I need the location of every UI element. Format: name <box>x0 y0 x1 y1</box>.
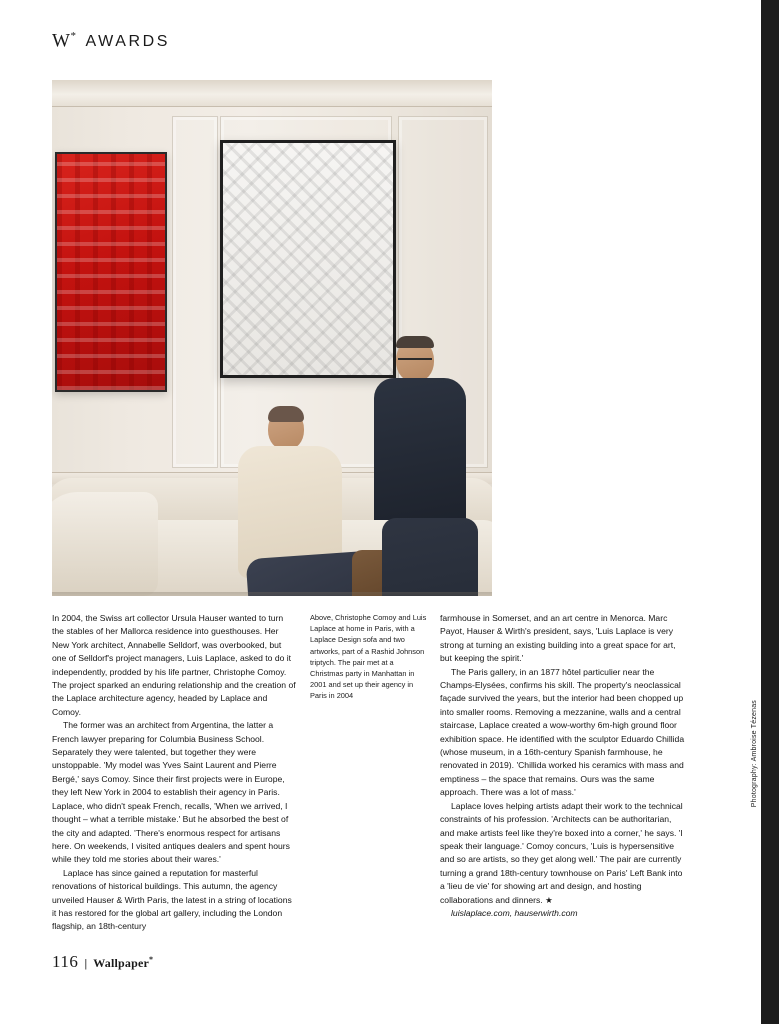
body-column-1 <box>52 612 296 934</box>
ceiling-cornice <box>52 80 492 107</box>
page-header <box>52 30 170 52</box>
feature-photograph <box>52 80 492 596</box>
person-right-hair <box>396 336 434 348</box>
caption-text: Above, Christophe Comoy and Luis Laplace at home in Paris, with a Laplace Design sofa and two artworks, part of a Rashid Johnson triptych. The pair met at a Christmas party in Manhattan in 2001 and set up their agency in Paris in 2004 <box>310 613 427 701</box>
website-links[interactable]: luislaplace.com, hauserwirth.com <box>451 907 578 918</box>
red-artwork <box>55 152 167 392</box>
photo-caption <box>310 612 428 702</box>
body-paragraph: The Paris gallery, in an 1877 hôtel particulier near the Champs-Elysées, confirms his skill. The property's neoclassical façade survived the years, but the interior had been chopped up into smaller rooms. Removing a mezzanine, walls and a central staircase, Laplace created a wow-worthy 6m-high ground floor exhibition space. He identified with the sculptor Eduardo Chillida (whose museum, in a 16th-century Spanish farmhouse, he renovated in 2019). 'Chillida worked his ceramics with mass and emptiness – the space that remains. Ours was the same approach. There was a lot of mass.' <box>440 666 685 798</box>
photo-scene <box>52 80 492 596</box>
article-body <box>52 612 688 942</box>
magazine-title: Wallpaper* <box>93 955 154 970</box>
wallpaper-logo-mark: W* <box>52 30 77 52</box>
person-right-torso <box>374 378 466 528</box>
page-number: 116 <box>52 952 79 971</box>
title-asterisk: * <box>149 955 154 964</box>
white-artwork <box>220 140 396 378</box>
body-column-2 <box>440 612 688 920</box>
glasses-icon <box>398 358 432 367</box>
logo-asterisk: * <box>70 30 77 42</box>
photography-credit: Photography: Ambroise Tézenas <box>751 700 758 808</box>
footer-separator: | <box>84 958 88 970</box>
wall-panel <box>172 116 218 468</box>
body-paragraph: farmhouse in Somerset, and an art centre in Menorca. Marc Payot, Hauser & Wirth's president, says, 'Luis Laplace is very strong at turning an existing building into a great space for art, but keeping the spirit.' <box>440 613 676 664</box>
page-gutter-strip <box>761 0 779 1024</box>
person-left-hair <box>268 406 304 422</box>
floor-shadow <box>52 592 492 596</box>
body-paragraph: Laplace loves helping artists adapt their work to the technical constraints of his profession. 'Architects can be authoritarian, and make artists feel like they're boxed into a corner,' he says. 'I speak their language.' Comoy concurs, 'Luis is hypersensitive and so are artists, so they get along well.' The pair are currently turning a grand 18th-century townhouse on Paris' Left Bank into a 'lieu de vie' for showing art and design, and hosting collaborations and dinners. ★ <box>440 800 683 905</box>
body-paragraph: In 2004, the Swiss art collector Ursula Hauser wanted to turn the stables of her Mallorca residence into guesthouses. Her New York architect, Annabelle Selldorf, was overbooked, but one of Selldorf's project managers, Luis Laplace, asked to do it independently, prodded by his life partner, Christophe Comoy. The project sparked an enduring relationship and the creation of the Laplace architecture agency, headed by Laplace and Comoy. <box>52 613 296 717</box>
section-title: AWARDS <box>85 33 171 51</box>
sofa-arm <box>52 492 158 596</box>
page-footer <box>52 952 153 972</box>
person-right-legs <box>382 518 478 596</box>
body-paragraph: The former was an architect from Argentina, the latter a French lawyer preparing for Columbia Business School. Separately they were talented, but together they were unstoppable. 'My model was Yves Saint Laurent and Pierre Bergé,' says Comoy. Since their first projects were in Europe, they left New York in 2004 to establish their agency in Paris. Laplace, who didn't speak French, recalls, 'When we arrived, I thought – what a terrible mistake.' But he absorbed the best of the city and adapted. 'There's enormous respect for artisans here. On weekends, I visited antiques dealers and spent hours while they told me stories about their wares.' <box>52 720 290 865</box>
body-paragraph: Laplace has since gained a reputation for masterful renovations of historical buildings. This autumn, the agency unveiled Hauser & Wirth Paris, the latest in a string of locations it has restored for the global art gallery, including the London flagship, an 18th-century <box>52 867 292 932</box>
